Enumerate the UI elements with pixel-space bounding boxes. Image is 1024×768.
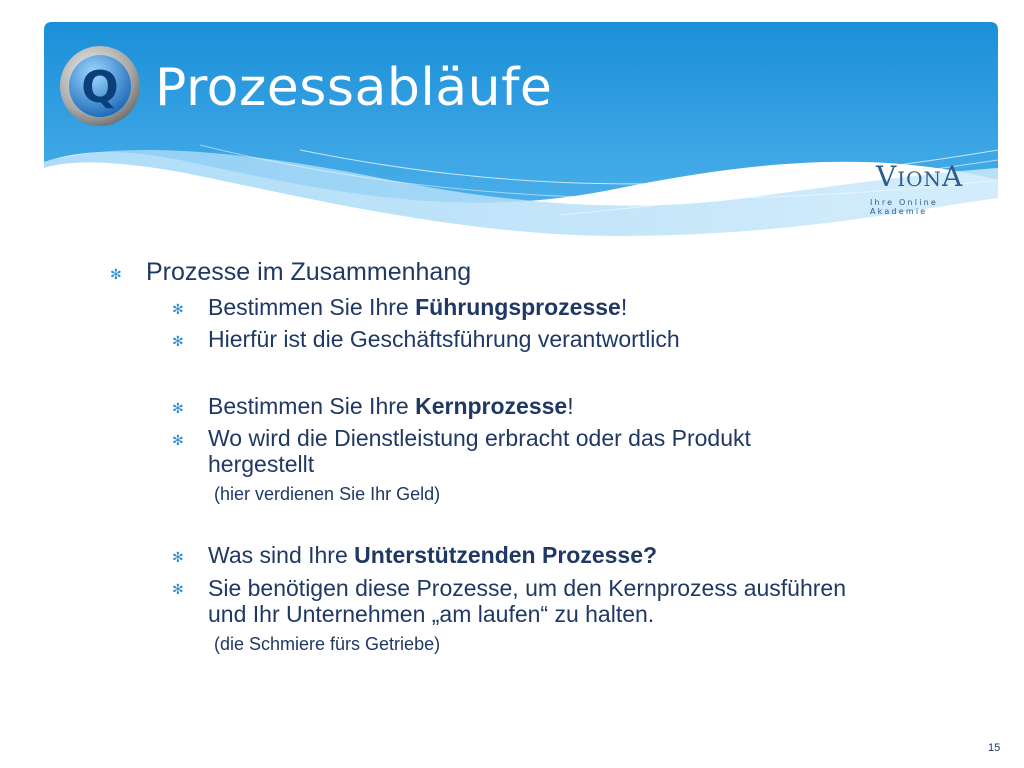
- list-item: Bestimmen Sie Ihre Führungsprozesse!: [208, 294, 628, 320]
- list-item: Wo wird die Dienstleistung erbracht oder das Produkt: [208, 425, 751, 451]
- note-text: (die Schmiere fürs Getriebe): [214, 634, 441, 654]
- viona-wordmark: VIONA: [876, 160, 964, 193]
- svg-text:Q: Q: [81, 62, 119, 113]
- list-item: Sie benötigen diese Prozesse, um den Kernprozess ausführen: [208, 575, 847, 601]
- note-text: (hier verdienen Sie Ihr Geld): [214, 484, 441, 504]
- list-item: Bestimmen Sie Ihre Kernprozesse!: [208, 393, 574, 419]
- bullet-icon: ✻: [172, 333, 184, 349]
- list-item-continuation: und Ihr Unternehmen „am laufen“ zu halten.: [208, 601, 655, 627]
- heading-item: Prozesse im Zusammenhang: [146, 258, 472, 286]
- bullet-icon: ✻: [172, 581, 184, 597]
- list-item: Hierfür ist die Geschäftsführung verantwortlich: [208, 326, 680, 352]
- bullet-icon: ✻: [110, 266, 122, 282]
- bullet-icon: ✻: [172, 301, 184, 317]
- list-item: Was sind Ihre Unterstützenden Prozesse?: [208, 542, 658, 568]
- bullet-icon: ✻: [172, 549, 184, 565]
- header-banner: [0, 0, 1024, 260]
- bullet-icon: ✻: [172, 400, 184, 416]
- viona-logo: [870, 162, 990, 216]
- viona-tagline: Ihre Online Akademie: [870, 198, 939, 216]
- list-item-continuation: hergestellt: [208, 451, 315, 477]
- page-title: Prozessabläufe: [155, 58, 553, 118]
- bullet-icon: ✻: [172, 432, 184, 448]
- q-logo-icon: [58, 44, 142, 128]
- page-number: 15: [988, 742, 1001, 754]
